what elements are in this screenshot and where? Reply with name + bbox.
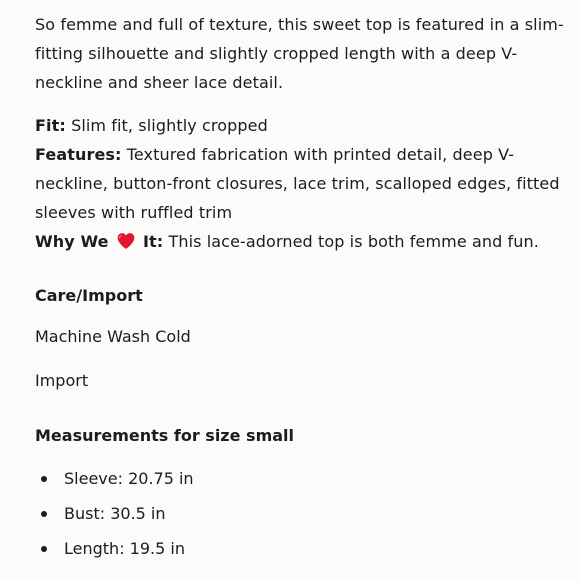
care-origin: Import xyxy=(35,371,89,390)
bullet-icon xyxy=(41,476,47,482)
measurements-list xyxy=(35,469,570,559)
measurement-bust: Bust: 30.5 in xyxy=(64,504,166,523)
why-value: This lace-adorned top is both femme and fun. xyxy=(168,232,539,251)
bullet-icon xyxy=(41,546,47,552)
measurement-sleeve: Sleeve: 20.75 in xyxy=(64,469,194,488)
description-intro: So femme and full of texture, this sweet top is featured in a slim-fitting silhouette and slightly cropped length with a deep V-neckline and sheer lace detail. xyxy=(35,15,564,92)
features-line xyxy=(35,140,570,227)
list-item xyxy=(35,504,570,524)
features-label: Features: xyxy=(35,145,122,164)
fit-line xyxy=(35,111,570,140)
features-value: Textured fabrication with printed detail, deep V-neckline, button-front closures, lace trim, scalloped edges, fitted sleeves with ruffled trim xyxy=(35,145,560,222)
care-wash-instructions: Machine Wash Cold xyxy=(35,327,191,346)
red-heart-icon xyxy=(116,231,136,251)
list-item xyxy=(35,469,570,489)
product-details xyxy=(35,111,570,256)
why-label-before: Why We xyxy=(35,232,109,251)
why-we-love-it-line xyxy=(35,227,570,256)
fit-value: Slim fit, slightly cropped xyxy=(71,116,268,135)
why-label-after: It: xyxy=(142,232,164,251)
measurements-heading: Measurements for size small xyxy=(35,426,294,445)
care-import-heading: Care/Import xyxy=(35,286,143,305)
list-item xyxy=(35,539,570,559)
measurement-length: Length: 19.5 in xyxy=(64,539,185,558)
bullet-icon xyxy=(41,511,47,517)
product-description xyxy=(35,10,570,574)
fit-label: Fit: xyxy=(35,116,66,135)
